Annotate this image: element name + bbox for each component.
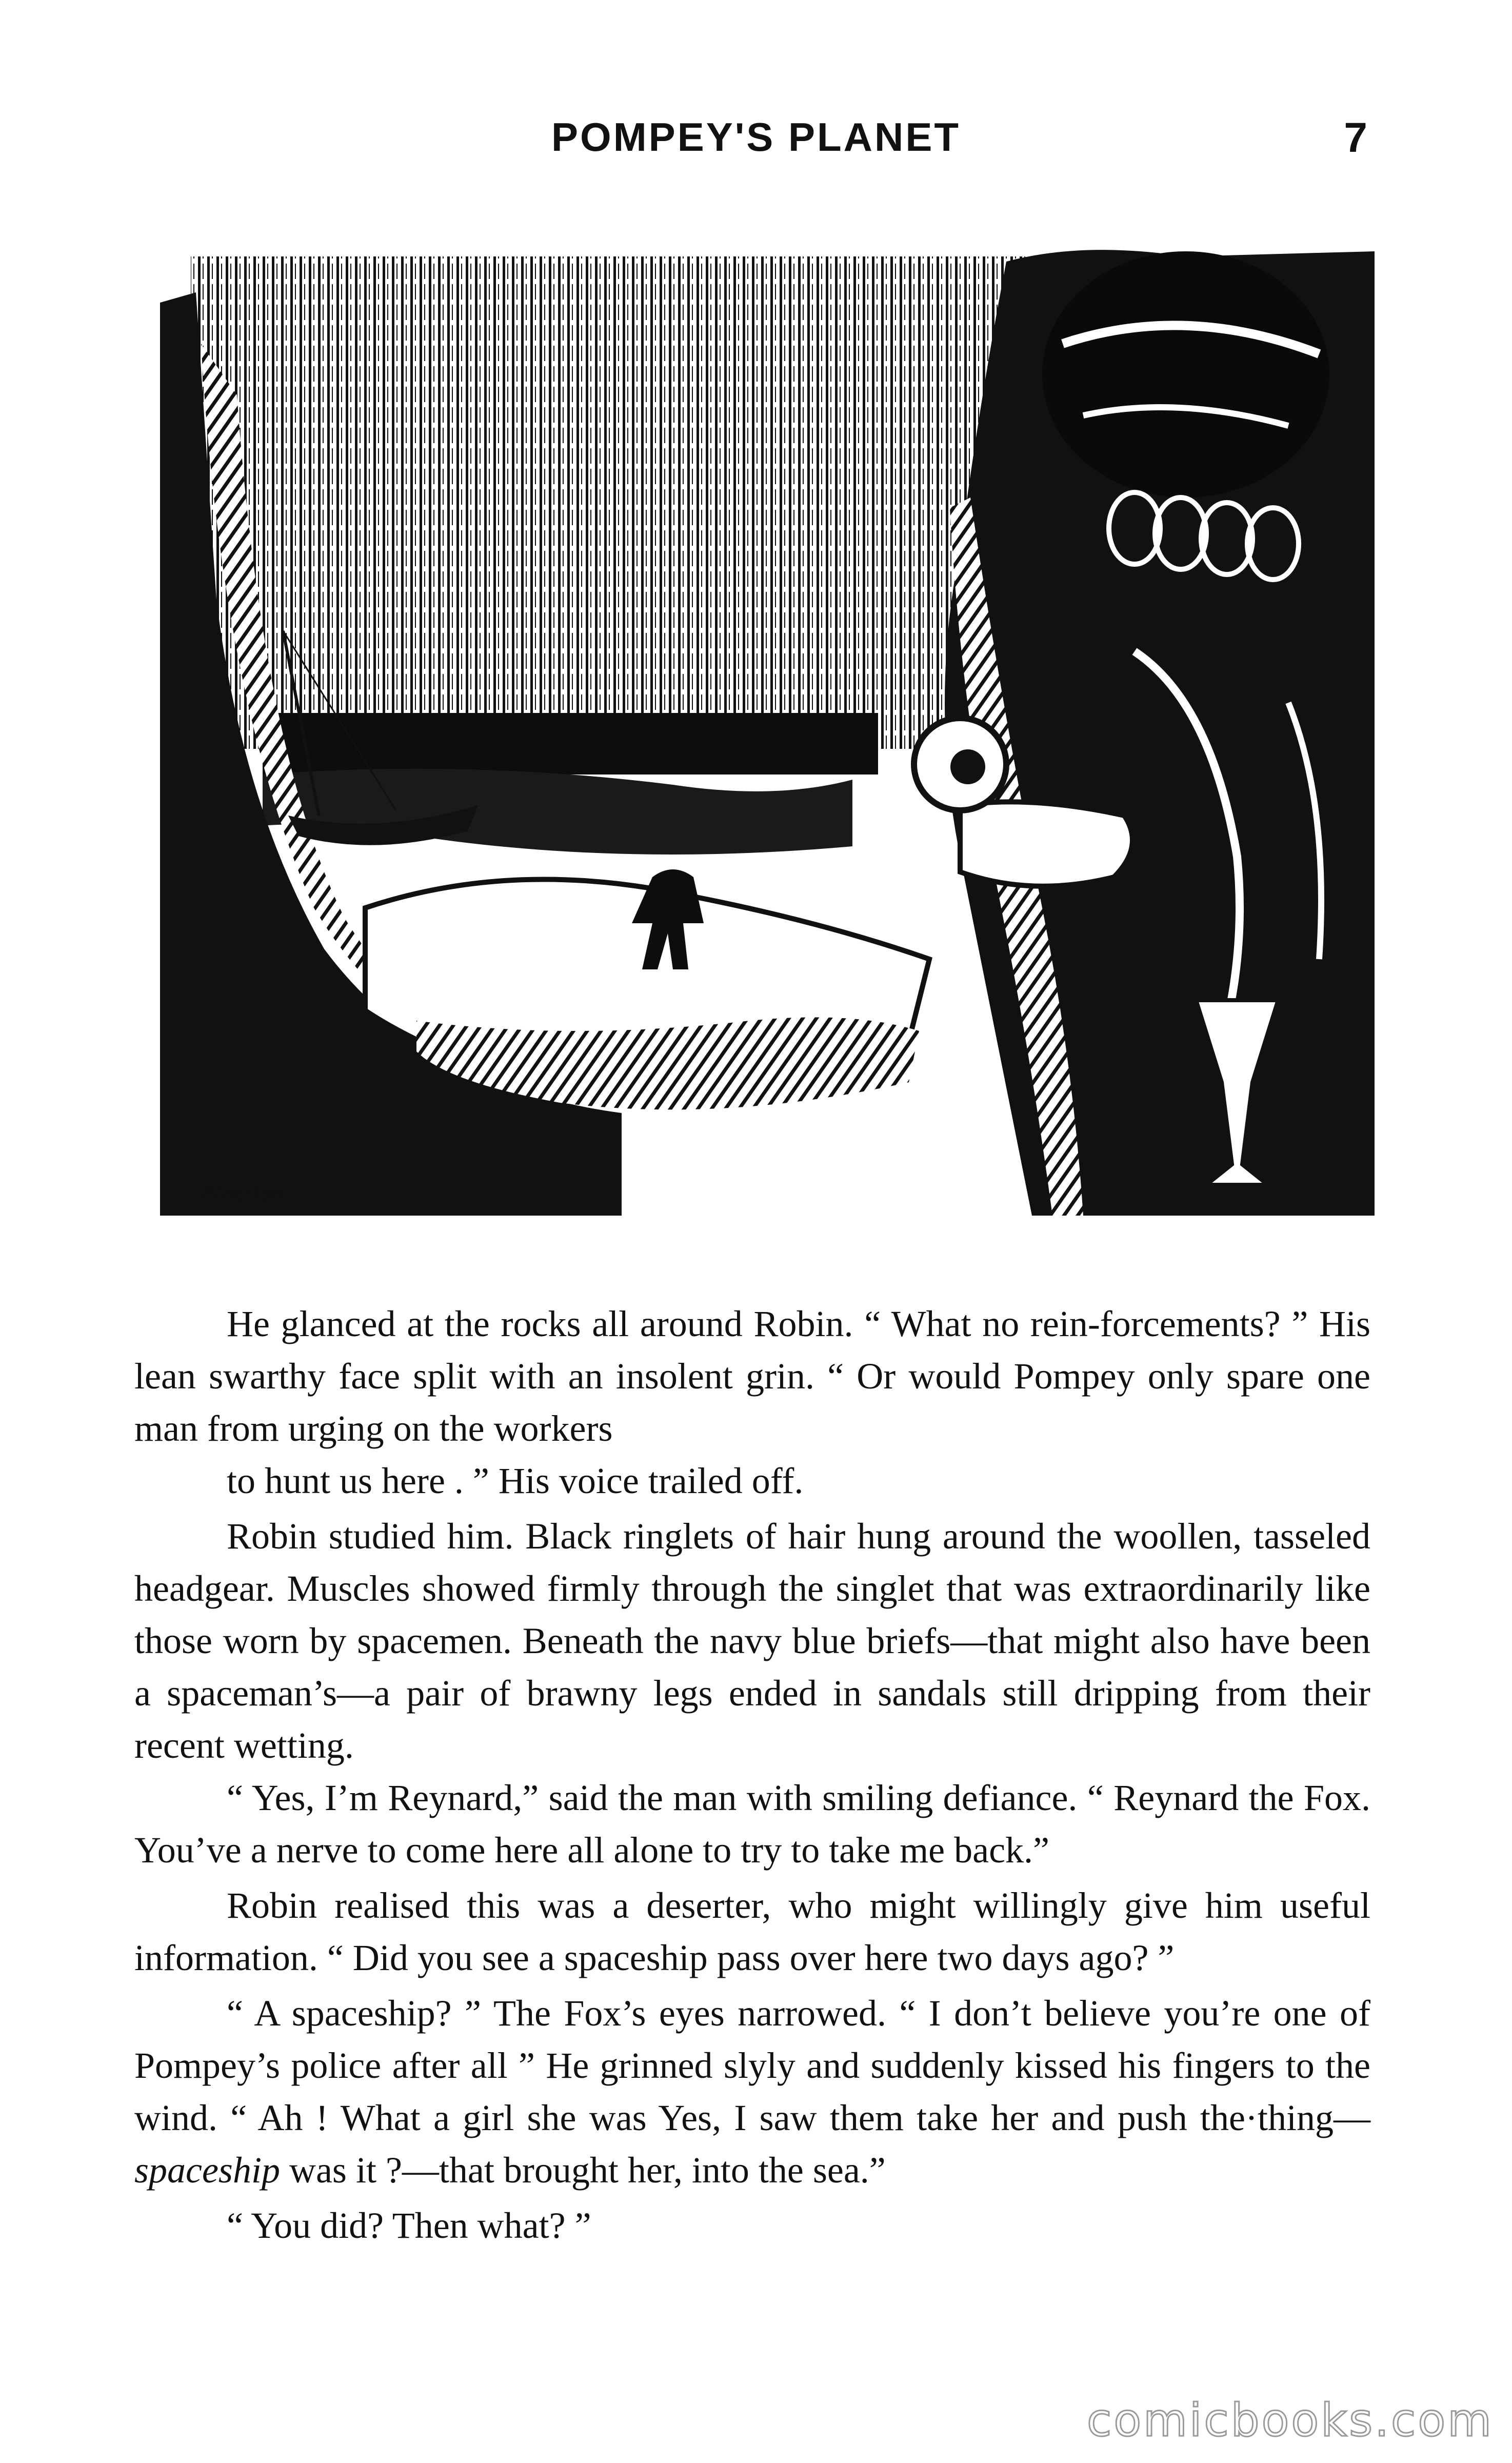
page-number: 7 (1344, 114, 1367, 161)
paragraph-1 (134, 1298, 1370, 1507)
paragraph-5-text-b: was it ?—that brought her, into the sea.” (280, 2150, 886, 2191)
paragraph-5 (134, 1987, 1370, 2196)
paragraph-2: Robin studied him. Black ringlets of hair hung around the woollen, tasseled headgear. Muscles showed firmly through the singlet that was extraordinarily like those worn by spacemen. Beneath the navy blue briefs—that might also have been a spaceman’s—a pair of brawny legs ended in sandals still dripping from their recent wetting. (134, 1516, 1370, 1766)
illustration-signature: Atherton (201, 1179, 284, 1205)
site-watermark: comicbooks.com (1086, 2394, 1494, 2447)
paragraph-1-text-b: to hunt us here . ” His voice trailed off. (227, 1460, 804, 1501)
paragraph-6: “ You did? Then what? ” (227, 2205, 591, 2246)
running-header (0, 114, 1512, 170)
running-title: POMPEY'S PLANET (551, 114, 961, 160)
illustration-icon (160, 241, 1375, 1216)
paragraph-5-text-a: “ A spaceship? ” The Fox’s eyes narrowed. “ I don’t believe you’re one of Pompey’s police after all ” He grinned slyly and suddenly kissed his fingers to the wind. “ Ah ! What a girl she was Yes, I saw them take her and push the·thing— (134, 1993, 1370, 2138)
paragraph-3: “ Yes, I’m Reynard,” said the man with smiling defiance. “ Reynard the Fox. You’ve a nerve to come here all alone to try to take me back.” (134, 1777, 1370, 1871)
story-illustration (160, 241, 1375, 1216)
paragraph-1-text-a: He glanced at the rocks all around Robin. “ What no rein-forcements? ” His lean swarthy face split with an insolent grin. “ Or would Pompey only spare one man from urging on the workers (134, 1303, 1370, 1449)
paragraph-4: Robin realised this was a deserter, who might willingly give him useful information. “ Did you see a spaceship pass over here two days ago? ” (134, 1885, 1370, 1978)
story-body (134, 1298, 1370, 2252)
paragraph-5-emphasis: spaceship (134, 2150, 280, 2191)
